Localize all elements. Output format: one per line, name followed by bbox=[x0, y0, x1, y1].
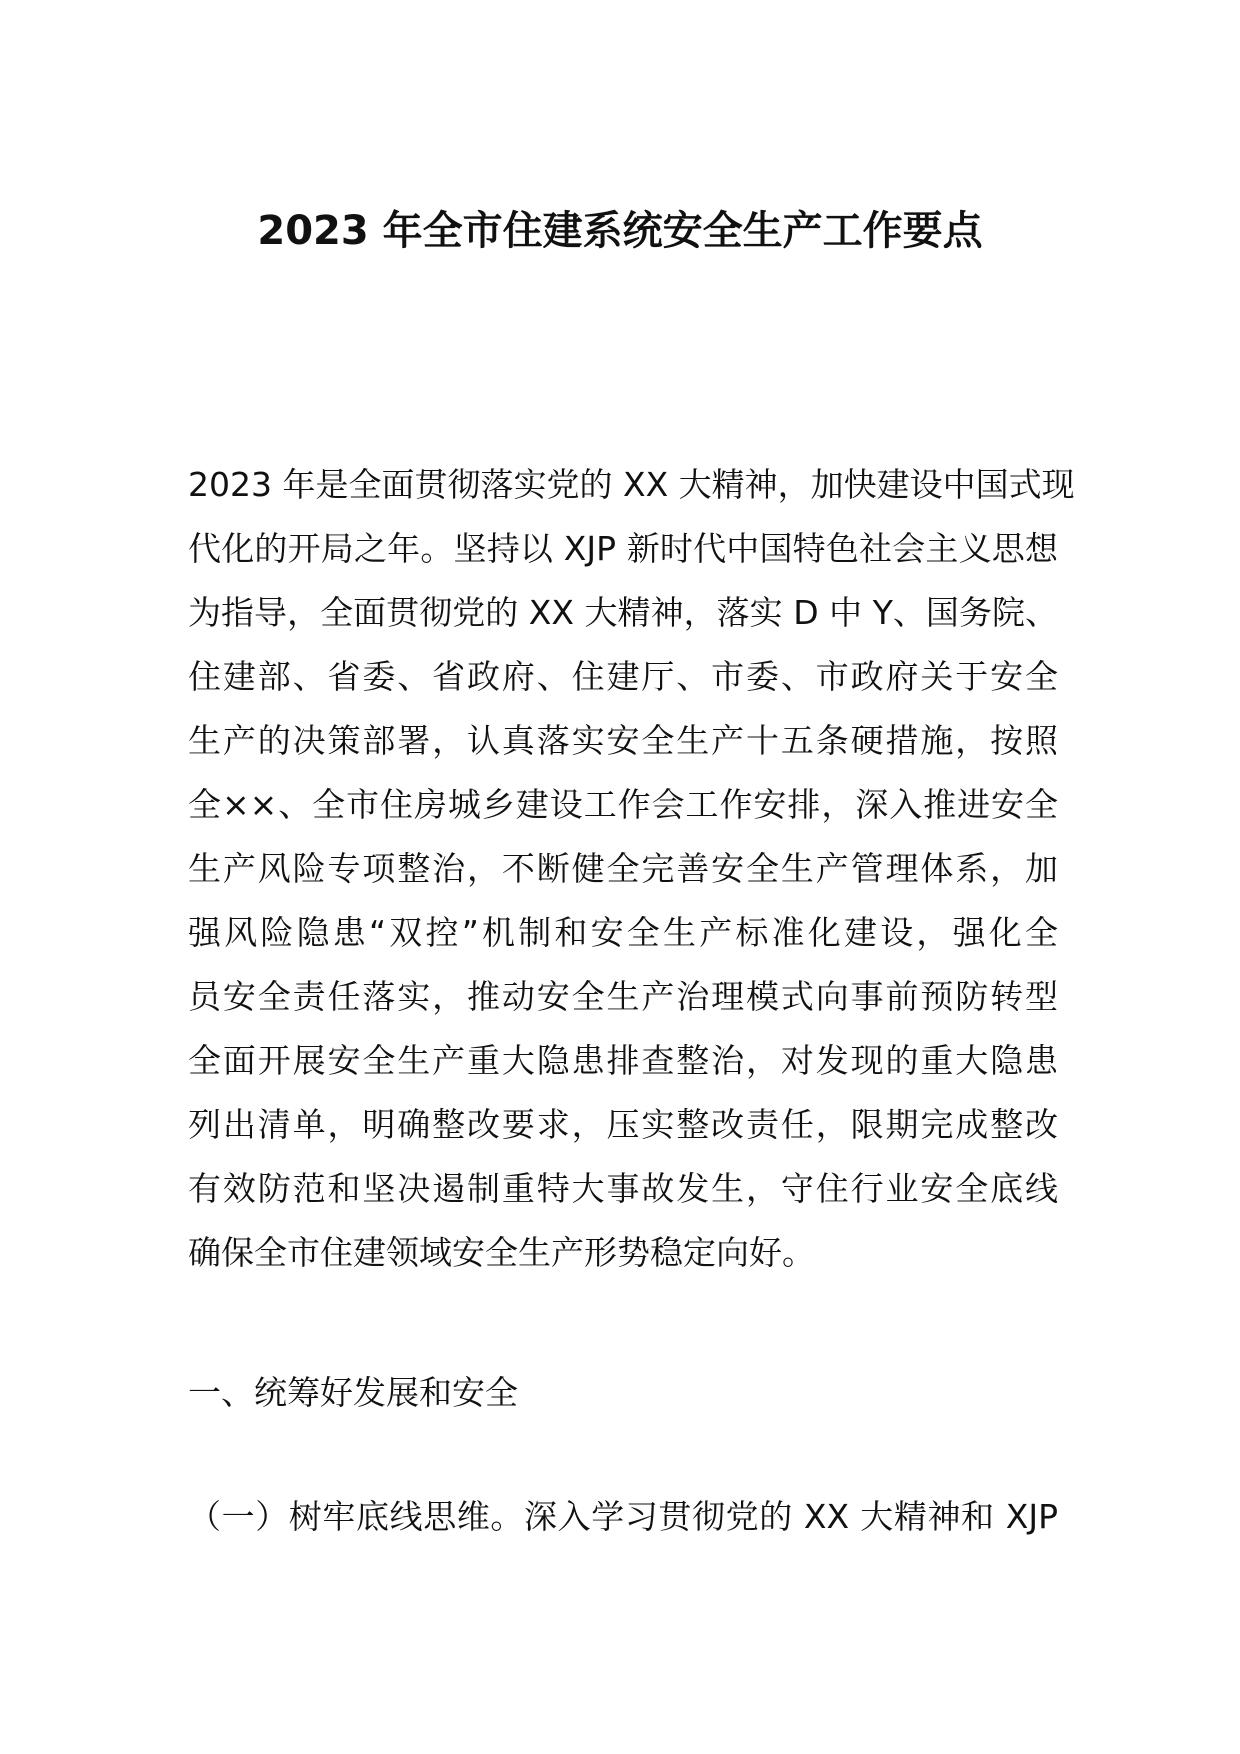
intro-line: 员安全责任落实，推动安全生产治理模式向事前预防转型 bbox=[188, 977, 1058, 1016]
intro-line: 生产风险专项整治，不断健全完善安全生产管理体系，加 bbox=[188, 849, 1058, 888]
intro-line: 为指导，全面贯彻党的 XX 大精神，落实 D 中 Y、国务院、 bbox=[188, 593, 1058, 632]
sub-heading: （一）树牢底线思维。深入学习贯彻党的 XX 大精神和 XJP bbox=[188, 1497, 1058, 1536]
intro-line: 列出清单，明确整改要求，压实整改责任，限期完成整改 bbox=[188, 1105, 1058, 1144]
section-heading: 一、统筹好发展和安全 bbox=[188, 1373, 518, 1412]
intro-line: 全面开展安全生产重大隐患排查整治，对发现的重大隐患 bbox=[188, 1041, 1058, 1080]
intro-line: 生产的决策部署，认真落实安全生产十五条硬措施，按照 bbox=[188, 721, 1058, 760]
intro-paragraph bbox=[188, 453, 1075, 1285]
intro-line: 有效防范和坚决遏制重特大事故发生，守住行业安全底线 bbox=[188, 1169, 1058, 1208]
document-title: 2023 年全市住建系统安全生产工作要点 bbox=[257, 208, 983, 254]
intro-line: 全××、全市住房城乡建设工作会工作安排，深入推进安全 bbox=[188, 785, 1058, 824]
intro-line: 代化的开局之年。坚持以 XJP 新时代中国特色社会主义思想 bbox=[188, 529, 1058, 568]
intro-line: 住建部、省委、省政府、住建厅、市委、市政府关于安全 bbox=[188, 657, 1058, 696]
intro-line: 强风险隐患“双控”机制和安全生产标准化建设，强化全 bbox=[188, 913, 1058, 952]
intro-line: 2023 年是全面贯彻落实党的 XX 大精神，加快建设中国式现 bbox=[188, 465, 1075, 504]
intro-line: 确保全市住建领域安全生产形势稳定向好。 bbox=[188, 1233, 815, 1272]
